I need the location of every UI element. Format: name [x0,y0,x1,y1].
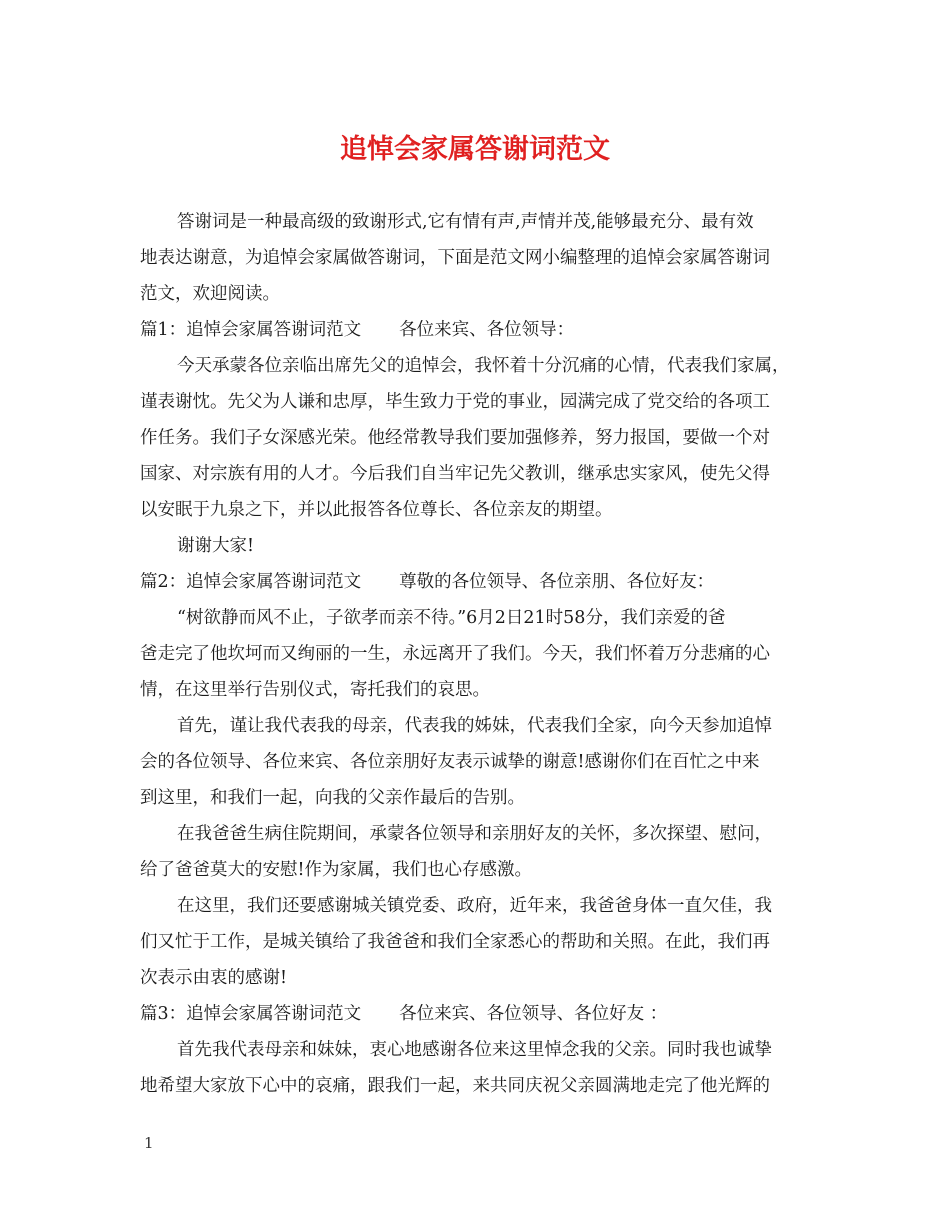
text-line [140,240,816,276]
salutation-text: 尊敬的各位领导、各位亲朋、各位好友： [399,572,715,592]
line-text: 今天承蒙各位亲临出席先父的追悼会，我怀着十分沉痛的心情，代表我们家属， [177,356,790,376]
text-line [140,1032,816,1068]
text-line [140,924,816,960]
line-text: 给了爸爸莫大的安慰!作为家属，我们也心存感激。 [140,860,533,880]
line-text: 篇2：追悼会家属答谢词范文 [140,572,362,592]
line-text: 到这里，和我们一起，向我的父亲作最后的告别。 [140,788,525,808]
line-text: 地表达谢意，为追悼会家属做答谢词，下面是范文网小编整理的追悼会家属答谢词 [140,248,770,268]
text-line [140,456,816,492]
text-line [140,528,816,564]
text-line [140,1068,816,1104]
line-text: 地希望大家放下心中的哀痛，跟我们一起，来共同庆祝父亲圆满地走完了他光辉的 [140,1076,770,1096]
line-text: 们又忙于工作，是城关镇给了我爸爸和我们全家悉心的帮助和关照。在此，我们再 [140,932,770,952]
salutation-text: 各位来宾、各位领导： [399,320,575,340]
text-line [140,384,816,420]
line-text: 范文，欢迎阅读。 [140,284,280,304]
text-line [140,204,816,240]
text-line [140,564,816,600]
text-line [140,816,816,852]
line-text: 在我爸爸生病住院期间，承蒙各位领导和亲朋好友的关怀，多次探望、慰问， [177,824,772,844]
line-text: 首先，谨让我代表我的母亲，代表我的姊妹，代表我们全家，向今天参加追悼 [177,716,772,736]
page-number: 1 [144,1134,154,1152]
line-text: 首先我代表母亲和妹妹，衷心地感谢各位来这里悼念我的父亲。同时我也诚挚 [177,1040,772,1060]
text-line [140,780,816,816]
salutation-text: 各位来宾、各位领导、各位好友 ： [399,1004,668,1024]
text-line [140,636,816,672]
text-line [140,492,816,528]
line-text: 次表示由衷的感谢! [140,968,288,988]
line-text: 爸走完了他坎坷而又绚丽的一生，永远离开了我们。今天，我们怀着万分悲痛的心 [140,644,770,664]
text-line [140,672,816,708]
document-body [140,204,816,1104]
line-text: “树欲静而风不止，子欲孝而亲不待。”6月2日21时58分，我们亲爱的爸 [177,608,726,628]
text-line [140,960,816,996]
line-text: 会的各位领导、各位来宾、各位亲朋好友表示诚挚的谢意!感谢你们在百忙之中来 [140,752,760,772]
line-text: 篇3：追悼会家属答谢词范文 [140,1004,362,1024]
text-line [140,708,816,744]
line-text: 篇1：追悼会家属答谢词范文 [140,320,362,340]
text-line [140,276,816,312]
line-text: 答谢词是一种最高级的致谢形式,它有情有声,声情并茂,能够最充分、最有效 [177,212,754,232]
text-line [140,312,816,348]
text-line [140,600,816,636]
text-line [140,744,816,780]
line-text: 谢谢大家! [177,536,255,556]
line-text: 情，在这里举行告别仪式，寄托我们的哀思。 [140,680,490,700]
text-line [140,852,816,888]
text-line [140,348,816,384]
line-text: 在这里，我们还要感谢城关镇党委、政府，近年来，我爸爸身体一直欠佳，我 [177,896,772,916]
line-text: 谨表谢忱。先父为人谦和忠厚，毕生致力于党的事业，园满完成了党交给的各项工 [140,392,770,412]
line-text: 国家、对宗族有用的人才。今后我们自当牢记先父教训，继承忠实家风，使先父得 [140,464,770,484]
line-text: 以安眠于九泉之下，并以此报答各位尊长、各位亲友的期望。 [140,500,613,520]
text-line [140,420,816,456]
text-line [140,996,816,1032]
line-text: 作任务。我们子女深感光荣。他经常教导我们要加强修养，努力报国，要做一个对 [140,428,770,448]
document-title: 追悼会家属答谢词范文 [340,134,610,165]
text-line [140,888,816,924]
